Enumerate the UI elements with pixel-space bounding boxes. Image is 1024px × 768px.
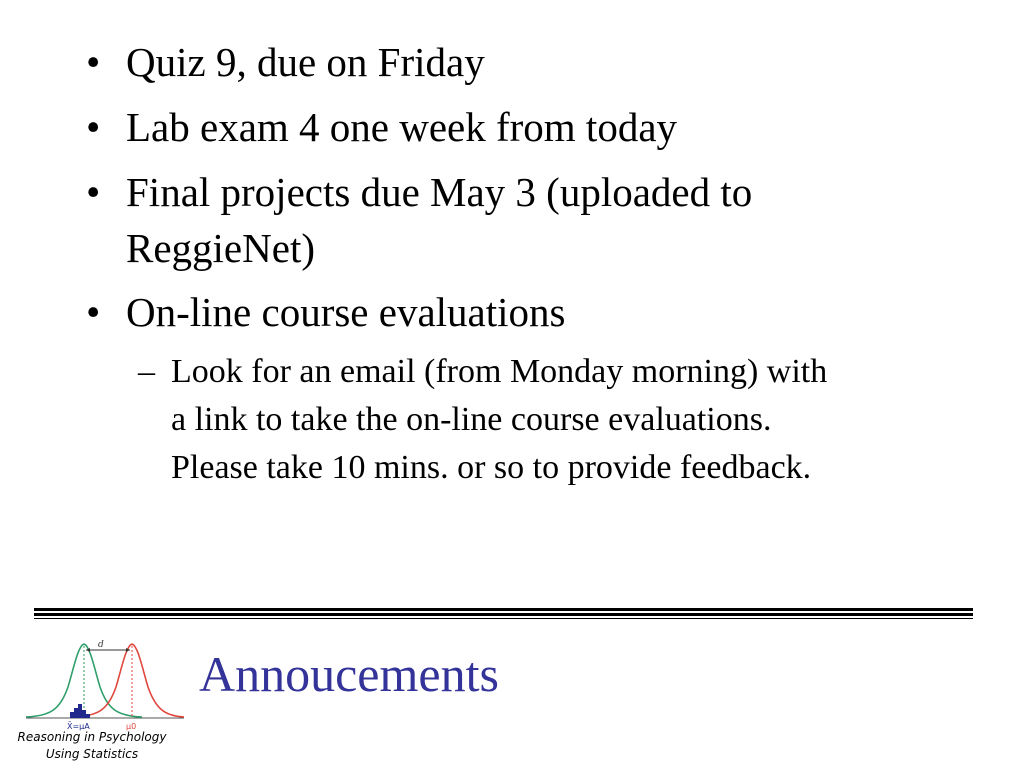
bullet-text: Quiz 9, due on Friday bbox=[126, 39, 485, 85]
bullet-marker: • bbox=[86, 39, 101, 85]
logo-mu0-label: μ0 bbox=[126, 722, 137, 731]
bullet-marker: • bbox=[86, 289, 101, 335]
bullet-text-continued: ReggieNet) bbox=[126, 225, 315, 271]
divider-rule-bottom bbox=[34, 618, 973, 619]
bullet-text: Final projects due May 3 (uploaded to bbox=[126, 169, 753, 215]
sub-bullet-text: Please take 10 mins. or so to provide feedback. bbox=[171, 449, 812, 486]
logo-histogram-bar bbox=[74, 708, 78, 718]
logo-d-label: d bbox=[98, 640, 104, 650]
sub-bullet-marker: – bbox=[138, 353, 155, 390]
slide-title: Annoucements bbox=[199, 646, 499, 702]
logo-caption-line-1: Reasoning in Psychology bbox=[17, 730, 167, 744]
sub-bullet-text: Look for an email (from Monday morning) with bbox=[171, 353, 828, 390]
logo-xbar-label: X̄=μA bbox=[67, 722, 90, 731]
bullet-text: Lab exam 4 one week from today bbox=[126, 104, 678, 150]
bullet-marker: • bbox=[86, 169, 101, 215]
bullet-text: On-line course evaluations bbox=[126, 289, 566, 335]
normal-distributions-logo-icon bbox=[22, 632, 192, 764]
logo-histogram-bar bbox=[78, 704, 82, 718]
divider-rule-middle bbox=[34, 613, 973, 616]
logo-histogram-bar bbox=[86, 714, 90, 718]
divider-rule-top bbox=[34, 608, 973, 611]
bullet-marker: • bbox=[86, 104, 101, 150]
logo-histogram-bar bbox=[82, 710, 86, 718]
logo-caption-line-2: Using Statistics bbox=[45, 747, 139, 761]
logo-histogram-bar bbox=[70, 712, 74, 718]
sub-bullet-text: a link to take the on-line course evaluations. bbox=[171, 401, 772, 438]
